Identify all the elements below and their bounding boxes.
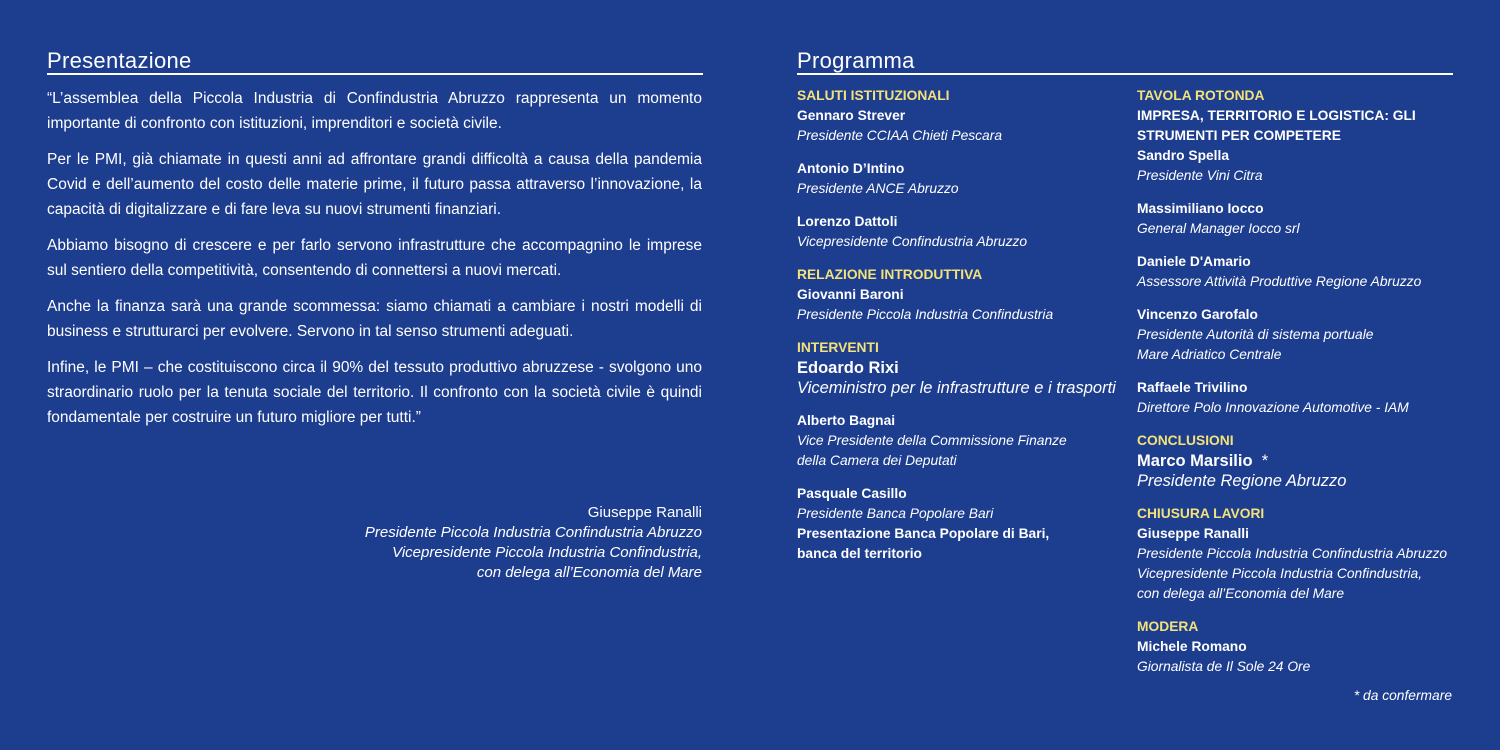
programma-title: Programma — [797, 48, 915, 73]
speaker-role: con delega all’Economia del Mare — [1137, 586, 1345, 601]
speaker-role: Presidente Regione Abruzzo — [1137, 472, 1347, 490]
speaker-name: Daniele D'Amario — [1137, 254, 1251, 269]
signature-role: con delega all’Economia del Mare — [476, 564, 702, 581]
talk-title: Presentazione Banca Popolare di Bari, — [797, 526, 1050, 541]
speaker-role: Vicepresidente Confindustria Abruzzo — [797, 234, 1028, 249]
presentazione-body — [47, 86, 702, 441]
programma-column-right — [1137, 86, 1457, 677]
section-heading-conclusioni: CONCLUSIONI — [1137, 433, 1234, 448]
footnote: * da confermare — [1353, 688, 1452, 703]
speaker-role: Presidente CCIAA Chieti Pescara — [797, 128, 1002, 143]
signature-name: Giuseppe Ranalli — [587, 504, 702, 521]
signature-role: Vicepresidente Piccola Industria Confindustria, — [392, 544, 702, 561]
section-heading-chiusura: CHIUSURA LAVORI — [1137, 506, 1265, 521]
section-heading-modera: MODERA — [1137, 619, 1199, 634]
programma-divider — [797, 73, 1453, 75]
signature-role: Presidente Piccola Industria Confindustria Abruzzo — [364, 524, 702, 541]
speaker-role: Mare Adriatico Centrale — [1137, 347, 1282, 362]
speaker-role: Vicepresidente Piccola Industria Confindustria, — [1137, 566, 1423, 581]
presentazione-divider — [47, 73, 703, 75]
presentazione-paragraph: Infine, le PMI – che costituiscono circa il 90% del tessuto produttivo abruzzese - svolgono uno straordinario ruolo per la tenuta sociale del territorio. Il confronto con la società civile è quindi fondamentale per costruire un futuro migliore per tutti.” — [47, 359, 702, 426]
speaker-name: Giuseppe Ranalli — [1137, 526, 1249, 541]
speaker-name: Massimiliano Iocco — [1137, 201, 1264, 216]
presentazione-paragraph: Per le PMI, già chiamate in questi anni ad affrontare grandi difficoltà a causa della pandemia Covid e dell’aumento del costo delle materie prime, il futuro passa attraverso l’innovazione, la capacità di digitalizzare e di fare leva su nuovi strumenti finanziari. — [47, 151, 702, 218]
speaker-name: Vincenzo Garofalo — [1137, 307, 1258, 322]
speaker-role: Presidente Piccola Industria Confindustria — [797, 307, 1054, 322]
speaker-name: Antonio D’Intino — [797, 161, 905, 176]
speaker-role: Presidente Vini Citra — [1137, 168, 1263, 183]
speaker-name: Marco Marsilio — [1137, 452, 1253, 470]
speaker-name: Gennaro Strever — [797, 108, 906, 123]
presentazione-paragraph: Abbiamo bisogno di crescere e per farlo servono infrastrutture che accompagnino le imprese sul sentiero della competitività, consentendo di connettersi a nuovi mercati. — [47, 237, 702, 279]
speaker-role: Direttore Polo Innovazione Automotive - IAM — [1137, 400, 1409, 415]
tavola-subtitle: IMPRESA, TERRITORIO E LOGISTICA: GLI — [1137, 108, 1416, 123]
speaker-role: Presidente ANCE Abruzzo — [797, 181, 959, 196]
programma-column-left — [797, 86, 1117, 564]
talk-title: banca del territorio — [797, 546, 922, 561]
presentazione-paragraph: “L’assemblea della Piccola Industria di Confindustria Abruzzo rappresenta un momento importante di confronto con istituzioni, imprenditori e società civile. — [47, 90, 702, 132]
signature-block — [300, 503, 702, 583]
speaker-role: Giornalista de Il Sole 24 Ore — [1137, 659, 1311, 674]
presentazione-title: Presentazione — [47, 48, 192, 73]
speaker-name: Raffaele Trivilino — [1137, 380, 1248, 395]
speaker-name: Michele Romano — [1137, 639, 1247, 654]
speaker-role: General Manager Iocco srl — [1137, 221, 1300, 236]
speaker-name: Alberto Bagnai — [797, 413, 896, 428]
speaker-name: Pasquale Casillo — [797, 486, 907, 501]
speaker-role: Presidente Banca Popolare Bari — [797, 506, 994, 521]
section-heading-interventi: INTERVENTI — [797, 340, 879, 355]
tavola-subtitle: STRUMENTI PER COMPETERE — [1137, 128, 1341, 143]
speaker-name: Edoardo Rixi — [797, 359, 899, 377]
tbc-mark: * — [1261, 452, 1269, 470]
speaker-role: della Camera dei Deputati — [797, 453, 957, 468]
speaker-name: Lorenzo Dattoli — [797, 214, 898, 229]
speaker-role: Assessore Attività Produttive Regione Abruzzo — [1137, 274, 1422, 289]
speaker-role: Vice Presidente della Commissione Finanze — [797, 433, 1067, 448]
speaker-name: Sandro Spella — [1137, 148, 1230, 163]
presentazione-paragraph: Anche la finanza sarà una grande scommessa: siamo chiamati a cambiare i nostri modelli di business e strutturarci per evolvere. Servono in tal senso strumenti adeguati. — [47, 298, 702, 340]
speaker-name: Giovanni Baroni — [797, 287, 904, 302]
speaker-role: Viceministro per le infrastrutture e i trasporti — [797, 379, 1116, 397]
speaker-role: Presidente Piccola Industria Confindustria Abruzzo — [1137, 546, 1448, 561]
speaker-name-line — [1137, 451, 1457, 471]
section-heading-relazione: RELAZIONE INTRODUTTIVA — [797, 267, 983, 282]
speaker-role: Presidente Autorità di sistema portuale — [1137, 327, 1374, 342]
section-heading-tavola: TAVOLA ROTONDA — [1137, 88, 1265, 103]
section-heading-saluti: SALUTI ISTITUZIONALI — [797, 88, 950, 103]
